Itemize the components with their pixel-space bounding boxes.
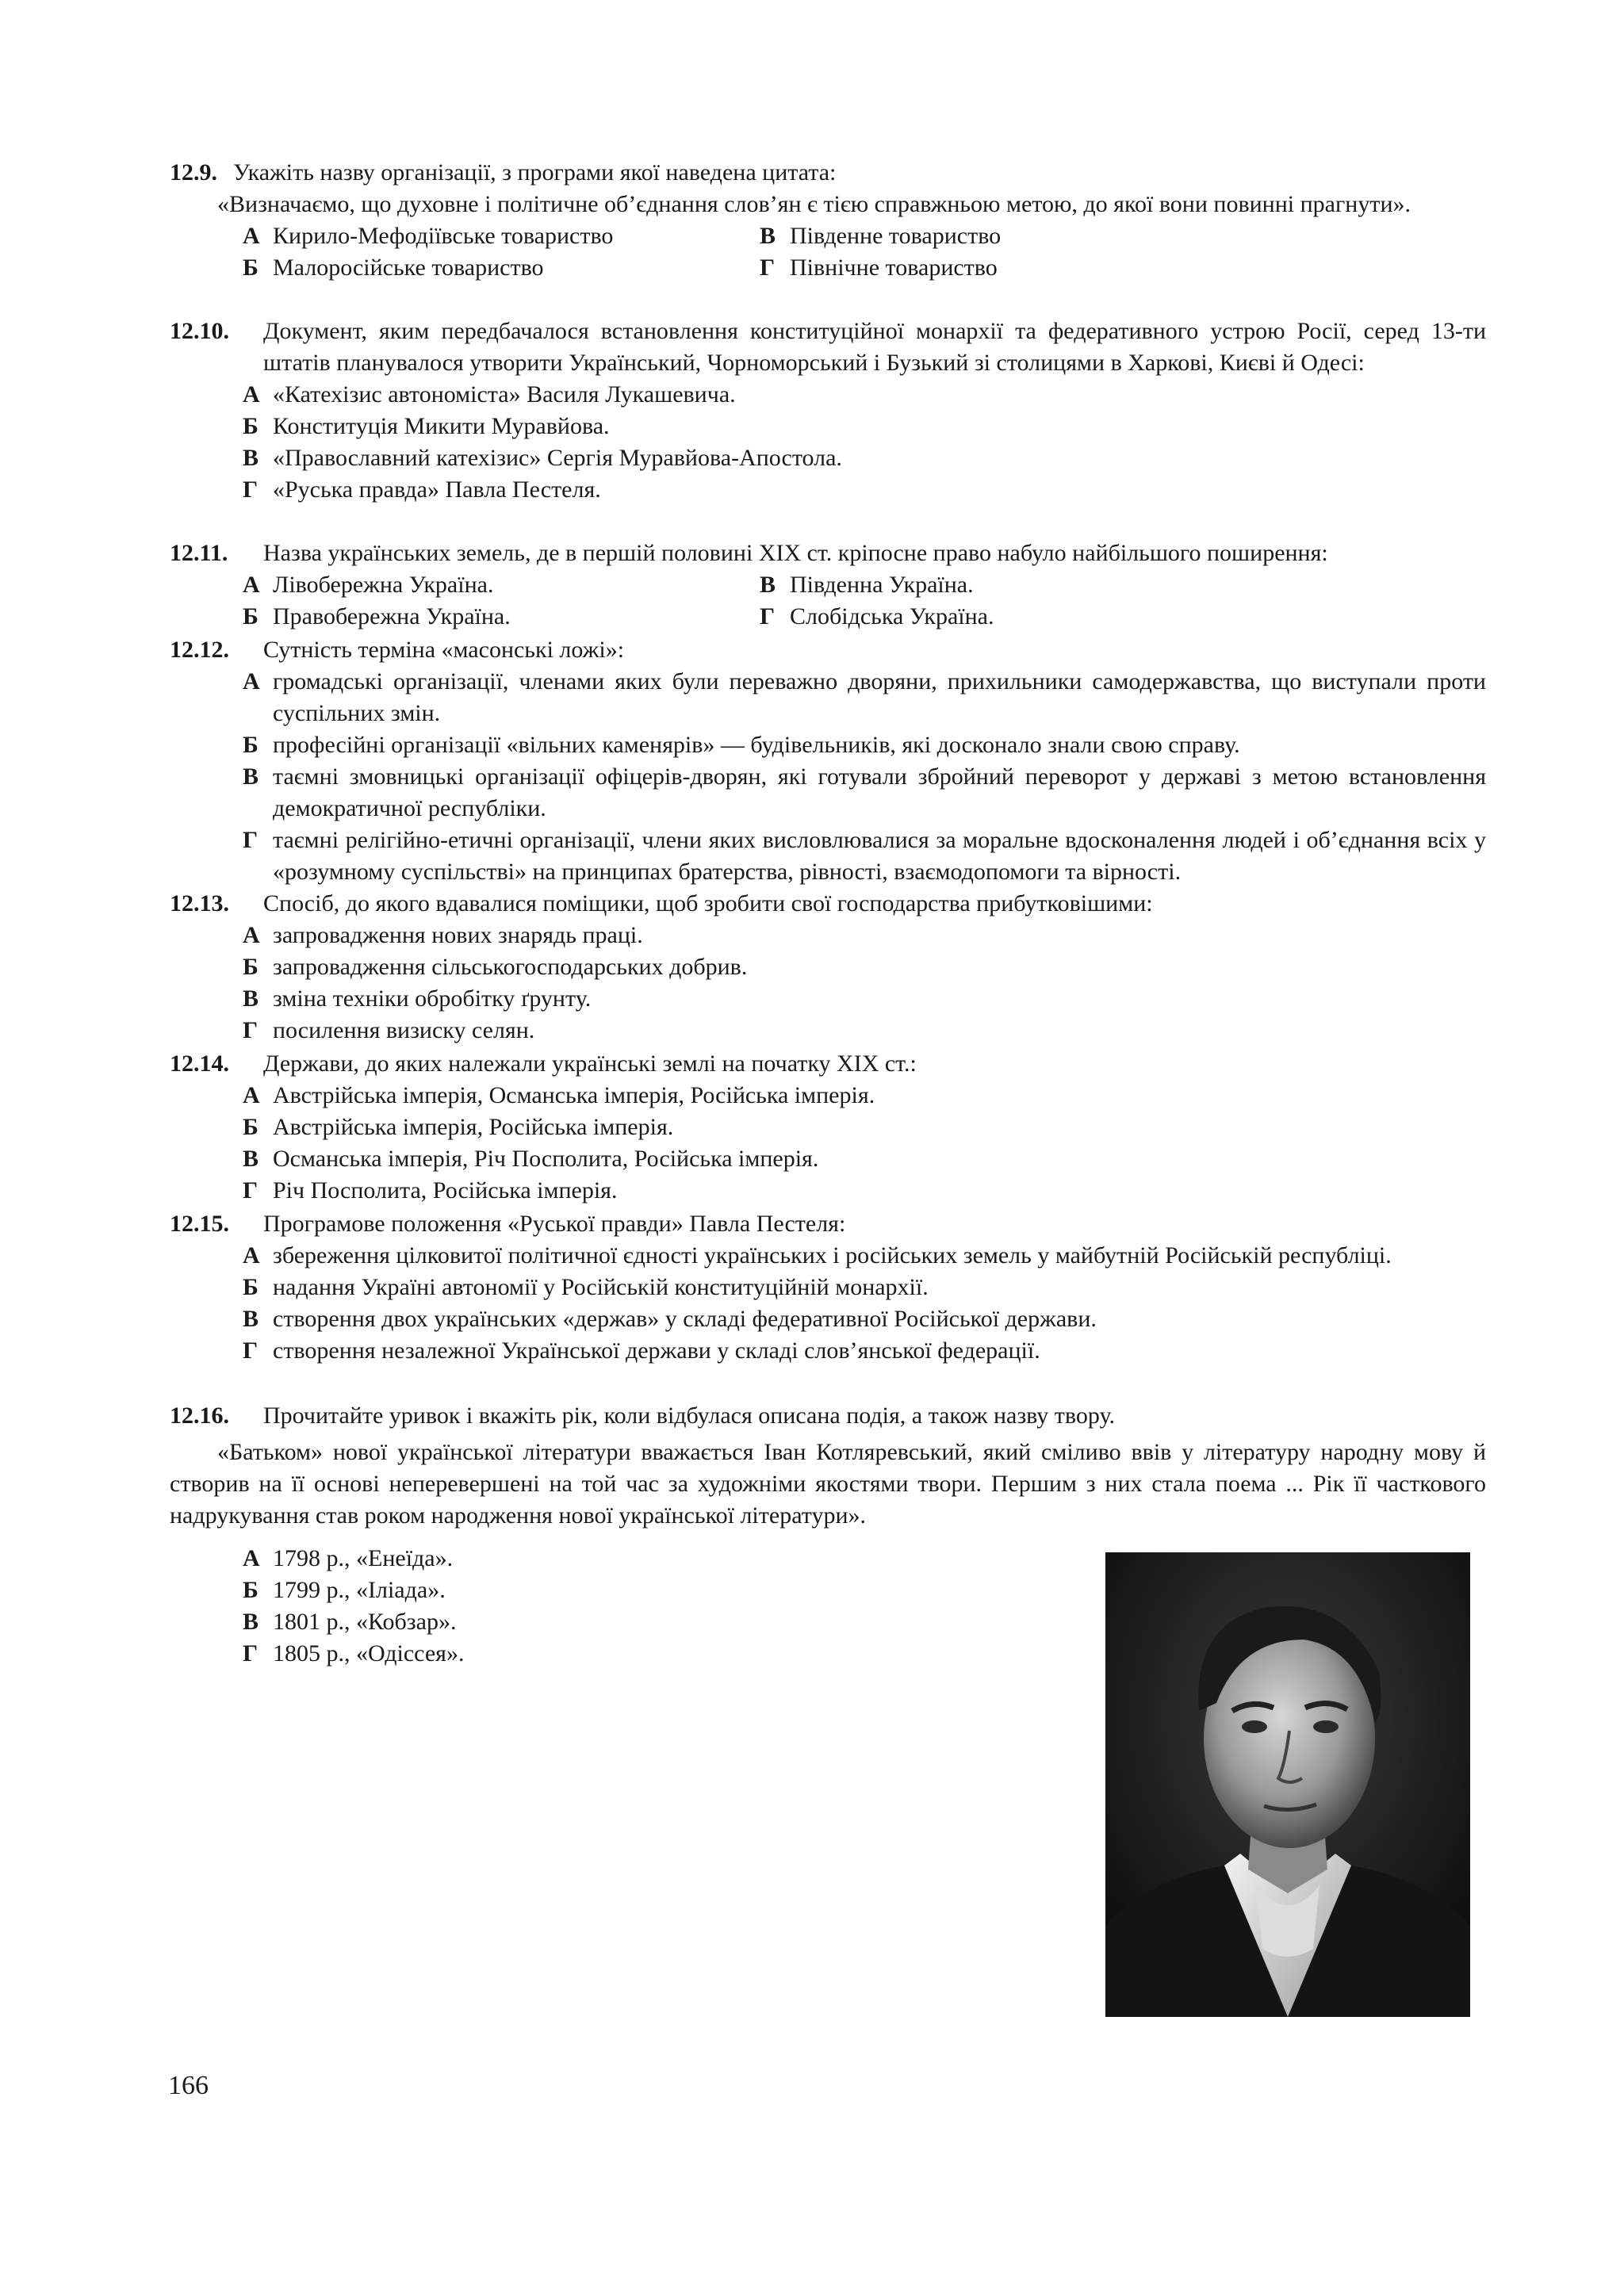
question-12-11	[170, 538, 1486, 633]
question-text: Назва українських земель, де в першій половині XIX ст. кріпосне право набуло найбільшого поширення:	[263, 540, 1328, 566]
answer-option-v[interactable]: В таємні змовницькі організації офіцерів-дворян, які готували збройний переворот у державі з метою встановлення демократичної республіки.	[243, 763, 1486, 821]
answer-option-a[interactable]: А збереження цілковитої політичної єдності українських і російських земель у майбутній Російській республіці.	[243, 1242, 1392, 1269]
answer-option-g[interactable]: Г Північне товариство	[760, 254, 998, 281]
answer-option-a[interactable]: А Кирило-Мефодіївське товариство	[243, 223, 614, 249]
question-12-10	[170, 316, 1486, 506]
answer-option-g[interactable]: Г таємні релігійно-етичні організації, члени яких висловлювалися за моральне вдосконалення людей і об’єднання всіх у «розумному суспільстві» на принципах братерства, рівності, взаємодопомоги та вірності.	[243, 827, 1486, 885]
question-12-9	[170, 157, 1486, 284]
question-12-12	[170, 634, 1486, 888]
answer-option-v[interactable]: В створення двох українських «держав» у складі федеративної Російської держави.	[243, 1306, 1097, 1332]
answer-option-b[interactable]: Б Конституція Микити Муравйова.	[243, 413, 610, 439]
question-12-14	[170, 1048, 1486, 1207]
question-text: Документ, яким передбачалося встановлення конституційної монархії та федеративного устрою Росії, серед 13-ти штатів планувалося утворити Український, Чорноморський і Бузький зі столицями в Харкові, Києві й Одесі:	[263, 318, 1486, 376]
answer-option-v[interactable]: В зміна техніки обробітку ґрунту.	[243, 985, 592, 1012]
answer-option-a[interactable]: А запровадження нових знарядь праці.	[243, 922, 643, 948]
answer-option-g[interactable]: Г «Руська правда» Павла Пестеля.	[243, 476, 601, 503]
question-12-13	[170, 888, 1486, 1047]
answer-option-g[interactable]: Г створення незалежної Української держави у складі слов’янської федерації.	[243, 1337, 1040, 1364]
question-number: 12.12.	[170, 637, 229, 663]
answer-option-g[interactable]: Г посилення визиску селян.	[243, 1017, 535, 1043]
question-text: Прочитайте уривок і вкажіть рік, коли відбулася описана подія, а також назву твору.	[263, 1402, 1115, 1429]
question-text: Програмове положення «Руської правди» Павла Пестеля:	[263, 1211, 846, 1237]
answer-option-b[interactable]: Б Австрійська імперія, Російська імперія.	[243, 1114, 674, 1140]
answer-option-a[interactable]: А Австрійська імперія, Османська імперія, Російська імперія.	[243, 1082, 875, 1108]
question-quote: «Батьком» нової української літератури вважається Іван Котляревський, який сміливо ввів у літературу народну мову й створив на її основі неперевершені на той час за художніми якостями твори. Першим з них стала поема ... Рік її часткового надрукування став роком народження нової української літератури».	[170, 1439, 1486, 1529]
question-number: 12.16.	[170, 1402, 229, 1429]
portrait-drawing	[1105, 1552, 1470, 2017]
answer-option-b[interactable]: Б Правобережна Україна.	[243, 603, 511, 629]
page-number: 166	[168, 2071, 209, 2100]
question-number: 12.14.	[170, 1050, 229, 1077]
answer-option-a[interactable]: А «Катехізис автономіста» Василя Лукашевича.	[243, 381, 736, 408]
question-number: 12.9.	[170, 159, 217, 186]
answer-option-g[interactable]: Г Слобідська Україна.	[760, 603, 994, 629]
answer-option-g[interactable]: Г Річ Посполита, Російська імперія.	[243, 1177, 618, 1203]
answer-option-v[interactable]: В 1801 р., «Кобзар».	[243, 1609, 457, 1635]
question-text: Укажіть назву організації, з програми якої наведена цитата:	[233, 159, 837, 186]
answer-option-b[interactable]: Б надання Україні автономії у Російській конституційній монархії.	[243, 1274, 929, 1300]
question-number: 12.13.	[170, 890, 229, 916]
answer-options	[243, 569, 1486, 633]
question-text: Сутність терміна «масонські ложі»:	[263, 637, 625, 663]
portrait-image	[1105, 1552, 1470, 2017]
answer-option-a[interactable]: А громадські організації, членами яких були переважно дворяни, прихильники самодержавства, що виступали проти суспільних змін.	[243, 668, 1486, 726]
answer-option-v[interactable]: В Південна Україна.	[760, 572, 974, 598]
question-quote: «Визначаємо, що духовне і політичне об’єднання слов’ян є тією справжньою метою, до якої вони повинні прагнути».	[217, 191, 1411, 217]
question-text: Держави, до яких належали українські землі на початку XIX ст.:	[263, 1050, 917, 1077]
answer-option-b[interactable]: Б запровадження сільськогосподарських добрив.	[243, 954, 748, 980]
answer-option-b[interactable]: Б 1799 р., «Іліада».	[243, 1577, 446, 1603]
answer-option-a[interactable]: А Лівобережна Україна.	[243, 572, 494, 598]
answer-option-v[interactable]: В Південне товариство	[760, 223, 1002, 249]
answer-option-g[interactable]: Г 1805 р., «Одіссея».	[243, 1640, 465, 1667]
question-12-15	[170, 1208, 1486, 1367]
question-number: 12.15.	[170, 1211, 229, 1237]
answer-option-b[interactable]: Б професійні організації «вільних каменярів» — будівельників, які досконало знали свою справу.	[243, 732, 1240, 758]
answer-option-a[interactable]: А 1798 р., «Енеїда».	[243, 1545, 454, 1571]
answer-option-v[interactable]: В Османська імперія, Річ Посполита, Російська імперія.	[243, 1146, 819, 1172]
answer-options	[243, 220, 1486, 284]
question-number: 12.11.	[170, 540, 228, 566]
answer-option-b[interactable]: Б Малоросійське товариство	[243, 254, 544, 281]
question-number: 12.10.	[170, 318, 229, 344]
answer-option-v[interactable]: В «Православний катехізис» Сергія Муравйова-Апостола.	[243, 445, 842, 471]
question-text: Спосіб, до якого вдавалися поміщики, щоб зробити свої господарства прибутковішими:	[263, 890, 1153, 916]
